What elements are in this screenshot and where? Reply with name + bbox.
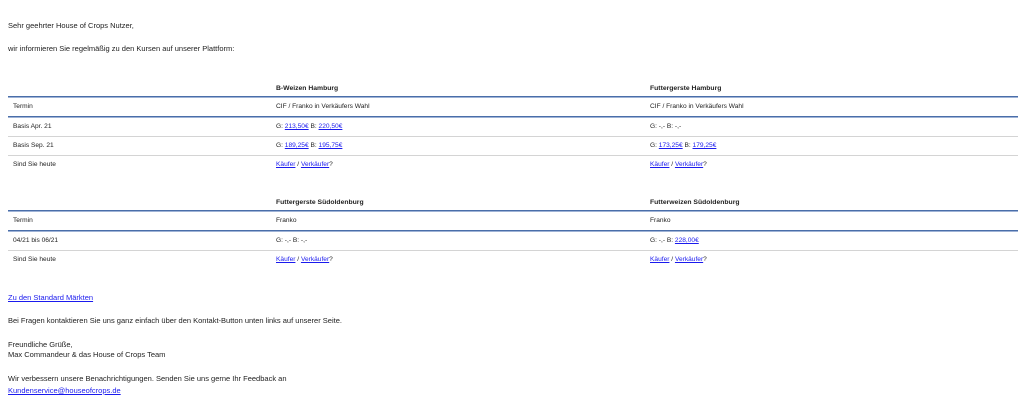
table-row-termin bbox=[8, 98, 1018, 116]
table-row-role bbox=[8, 251, 1018, 269]
table-row-role bbox=[8, 156, 1018, 174]
ask-price-link[interactable]: 179,25€ bbox=[692, 142, 717, 149]
price-cell: G: -,- B: -,- bbox=[650, 123, 682, 130]
question-mark: ? bbox=[703, 161, 707, 168]
price-cell bbox=[650, 137, 716, 155]
table-row-termin bbox=[8, 212, 1018, 230]
price-table-hamburg bbox=[8, 82, 1018, 174]
verkaeufer-link[interactable]: Verkäufer bbox=[300, 256, 330, 263]
question-mark: ? bbox=[329, 256, 333, 263]
row-label: Termin bbox=[13, 103, 33, 110]
kaeufer-link[interactable]: Käufer bbox=[650, 256, 670, 263]
bid-price-link[interactable]: 173,25€ bbox=[658, 142, 683, 149]
price-cell: G: -,- B: -,- bbox=[276, 237, 308, 244]
delivery-terms: Franko bbox=[276, 217, 297, 224]
verkaeufer-link[interactable]: Verkäufer bbox=[674, 256, 704, 263]
bid-price-link[interactable]: 189,25€ bbox=[284, 142, 309, 149]
row-label: Basis Apr. 21 bbox=[13, 123, 52, 130]
delivery-terms: Franko bbox=[650, 217, 671, 224]
ask-prefix: B: bbox=[682, 142, 693, 149]
feedback-text: Wir verbessern unsere Benachrichtigungen. Senden Sie uns gerne Ihr Feedback an bbox=[8, 374, 287, 383]
kaeufer-link[interactable]: Käufer bbox=[650, 161, 670, 168]
row-label: Sind Sie heute bbox=[13, 161, 56, 168]
ask-price-link[interactable]: 220,50€ bbox=[318, 123, 343, 130]
bid-prefix: G: bbox=[276, 123, 285, 130]
row-label: Basis Sep. 21 bbox=[13, 142, 54, 149]
ask-prefix: B: bbox=[308, 142, 319, 149]
column-title-b-weizen-hamburg: B-Weizen Hamburg bbox=[276, 85, 339, 92]
role-cell bbox=[650, 251, 707, 269]
separator: / bbox=[669, 256, 675, 263]
standard-markets-link[interactable]: Zu den Standard Märkten bbox=[8, 293, 94, 302]
question-mark: ? bbox=[329, 161, 333, 168]
separator: / bbox=[295, 256, 301, 263]
role-cell bbox=[276, 156, 333, 174]
questions-text: Bei Fragen kontaktieren Sie uns ganz einfach über den Kontakt-Button unten links auf unserer Seite. bbox=[8, 316, 342, 325]
table-row-basis-apr bbox=[8, 118, 1018, 136]
separator: / bbox=[295, 161, 301, 168]
closing-text: Freundliche Grüße, bbox=[8, 340, 73, 349]
row-label: 04/21 bis 06/21 bbox=[13, 237, 59, 244]
bid-price-link[interactable]: 213,50€ bbox=[284, 123, 309, 130]
role-cell bbox=[650, 156, 707, 174]
intro-text: wir informieren Sie regelmäßig zu den Kursen auf unserer Plattform: bbox=[8, 44, 235, 53]
delivery-terms: CIF / Franko in Verkäufers Wahl bbox=[276, 103, 370, 110]
table-header bbox=[8, 82, 1018, 96]
column-title-futtergerste-suedoldenburg: Futtergerste Südoldenburg bbox=[276, 199, 364, 206]
price-prefix: G: -,- B: bbox=[650, 237, 675, 244]
ask-price-link[interactable]: 228,00€ bbox=[674, 237, 699, 244]
bid-prefix: G: bbox=[276, 142, 285, 149]
bid-prefix: G: bbox=[650, 142, 659, 149]
row-label: Termin bbox=[13, 217, 33, 224]
row-label: Sind Sie heute bbox=[13, 256, 56, 263]
ask-prefix: B: bbox=[308, 123, 319, 130]
signature-text: Max Commandeur & das House of Crops Team bbox=[8, 350, 166, 359]
price-cell bbox=[276, 118, 342, 136]
column-title-futtergerste-hamburg: Futtergerste Hamburg bbox=[650, 85, 722, 92]
price-table-suedoldenburg bbox=[8, 196, 1018, 269]
price-cell bbox=[650, 232, 699, 250]
separator: / bbox=[669, 161, 675, 168]
question-mark: ? bbox=[703, 256, 707, 263]
greeting: Sehr geehrter House of Crops Nutzer, bbox=[8, 21, 134, 30]
column-title-futterweizen-suedoldenburg: Futterweizen Südoldenburg bbox=[650, 199, 740, 206]
price-cell bbox=[276, 137, 342, 155]
table-header bbox=[8, 196, 1018, 210]
verkaeufer-link[interactable]: Verkäufer bbox=[300, 161, 330, 168]
kaeufer-link[interactable]: Käufer bbox=[276, 161, 296, 168]
feedback-email-link[interactable]: Kundenservice@houseofcrops.de bbox=[8, 386, 121, 395]
kaeufer-link[interactable]: Käufer bbox=[276, 256, 296, 263]
verkaeufer-link[interactable]: Verkäufer bbox=[674, 161, 704, 168]
table-row-period bbox=[8, 232, 1018, 250]
table-row-basis-sep bbox=[8, 137, 1018, 155]
role-cell bbox=[276, 251, 333, 269]
ask-price-link[interactable]: 195,75€ bbox=[318, 142, 343, 149]
delivery-terms: CIF / Franko in Verkäufers Wahl bbox=[650, 103, 744, 110]
